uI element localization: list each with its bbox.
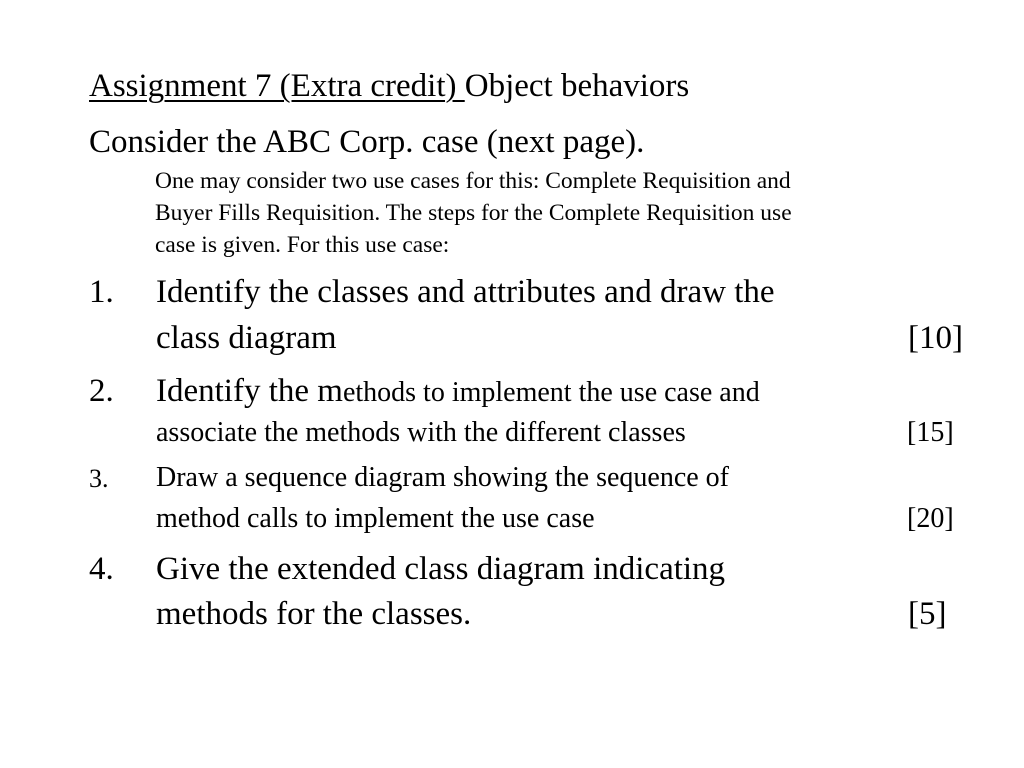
- title-underlined: Assignment 7 (Extra credit): [89, 68, 465, 104]
- item-number: 1.: [89, 274, 114, 310]
- note-line: One may consider two use cases for this: Complete Requisition and: [155, 168, 791, 194]
- item-points: [10]: [908, 320, 963, 356]
- item-number: 3.: [89, 464, 109, 493]
- item-text: class diagram: [156, 320, 337, 356]
- title-rest: Object behaviors: [464, 68, 690, 104]
- item-points: [20]: [907, 503, 954, 534]
- item-text: Give the extended class diagram indicating: [156, 551, 726, 587]
- item-number: 2.: [89, 373, 114, 409]
- item-text-rest: ethods to implement the use case and: [342, 377, 760, 408]
- item-text: associate the methods with the different classes: [156, 417, 686, 448]
- item-text: [156, 375, 760, 408]
- item-points: [5]: [908, 596, 947, 632]
- item-text: method calls to implement the use case: [156, 503, 595, 534]
- intro-text: Consider the ABC Corp. case (next page).: [89, 124, 645, 160]
- slide-title: [89, 70, 689, 103]
- item-text: methods for the classes.: [156, 596, 472, 632]
- item-points: [15]: [907, 417, 954, 448]
- item-text-lead: Identify the m: [156, 373, 343, 409]
- item-number: 4.: [89, 551, 114, 587]
- note-line: case is given. For this use case:: [155, 232, 450, 258]
- item-text: Identify the classes and attributes and draw the: [156, 274, 775, 310]
- note-line: Buyer Fills Requisition. The steps for the Complete Requisition use: [155, 200, 792, 226]
- item-text: Draw a sequence diagram showing the sequence of: [156, 462, 730, 493]
